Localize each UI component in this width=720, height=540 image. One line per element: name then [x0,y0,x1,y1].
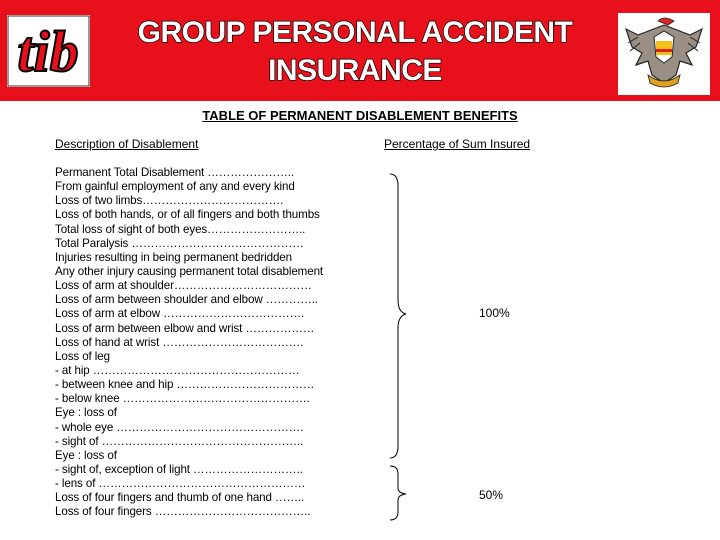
disablement-list [55,166,395,520]
list-item: - at hip ……………………………………………… [55,363,300,377]
list-item: Loss of four fingers and thumb of one hand …….. [55,491,305,505]
list-item: - sight of, exception of light ……………………….. [55,462,303,476]
svg-text:tib: tib [17,19,79,84]
table-title: TABLE OF PERMANENT DISABLEMENT BENEFITS [202,108,518,123]
list-item: Loss of arm between shoulder and elbow ………….. [55,293,318,307]
list-item: Loss of arm at shoulder……………………………… [55,279,312,293]
percentage-100: 100% [479,306,510,320]
page-title [105,14,605,90]
list-item: Loss of arm between elbow and wrist ……………… [55,321,315,335]
tib-logo-icon [7,15,90,87]
list-item: Loss of leg [55,349,110,363]
brace-50-icon [384,464,408,522]
list-item: Eye : loss of [55,406,117,420]
brace-100-icon [384,172,408,460]
list-item: - whole eye …………………………………………. [55,420,304,434]
state-crest-logo [618,13,710,95]
column-header-description: Description of Disablement [55,137,199,151]
list-item: Injuries resulting in being permanent bedridden [55,250,292,264]
list-item: Eye : loss of [55,448,117,462]
list-item: Loss of hand at wrist ………………………………. [55,335,304,349]
percentage-50: 50% [479,488,504,502]
list-item: - between knee and hip ……………………………… [55,378,315,392]
list-item: Permanent Total Disablement ………………….. [55,166,294,179]
list-item: Loss of both hands, or of all fingers and both thumbs [55,208,320,222]
list-item: - below knee …………………………………………. [55,392,310,406]
list-item: From gainful employment of any and every kind [55,180,295,194]
list-item: - sight of …………………………………………….. [55,434,304,448]
list-item: Loss of two limbs………………………………. [55,194,284,208]
list-item: Any other injury causing permanent total disablement [55,264,324,278]
header-banner [0,0,720,101]
column-header-percentage: Percentage of Sum Insured [384,137,531,151]
title-line-1: GROUP PERSONAL ACCIDENT [137,16,573,49]
list-item: - lens of ……………………………………………… [55,477,306,491]
list-item: Total loss of sight of both eyes…………………….. [55,222,306,236]
list-item: Total Paralysis ……………………………………… [55,236,304,250]
title-line-2: INSURANCE [268,54,442,87]
list-item: Loss of arm at elbow ………………………………. [55,307,305,321]
list-item: Loss of four fingers ………………………………….. [55,505,311,519]
hornbill-crest-icon [618,13,710,95]
tib-logo [7,15,90,87]
